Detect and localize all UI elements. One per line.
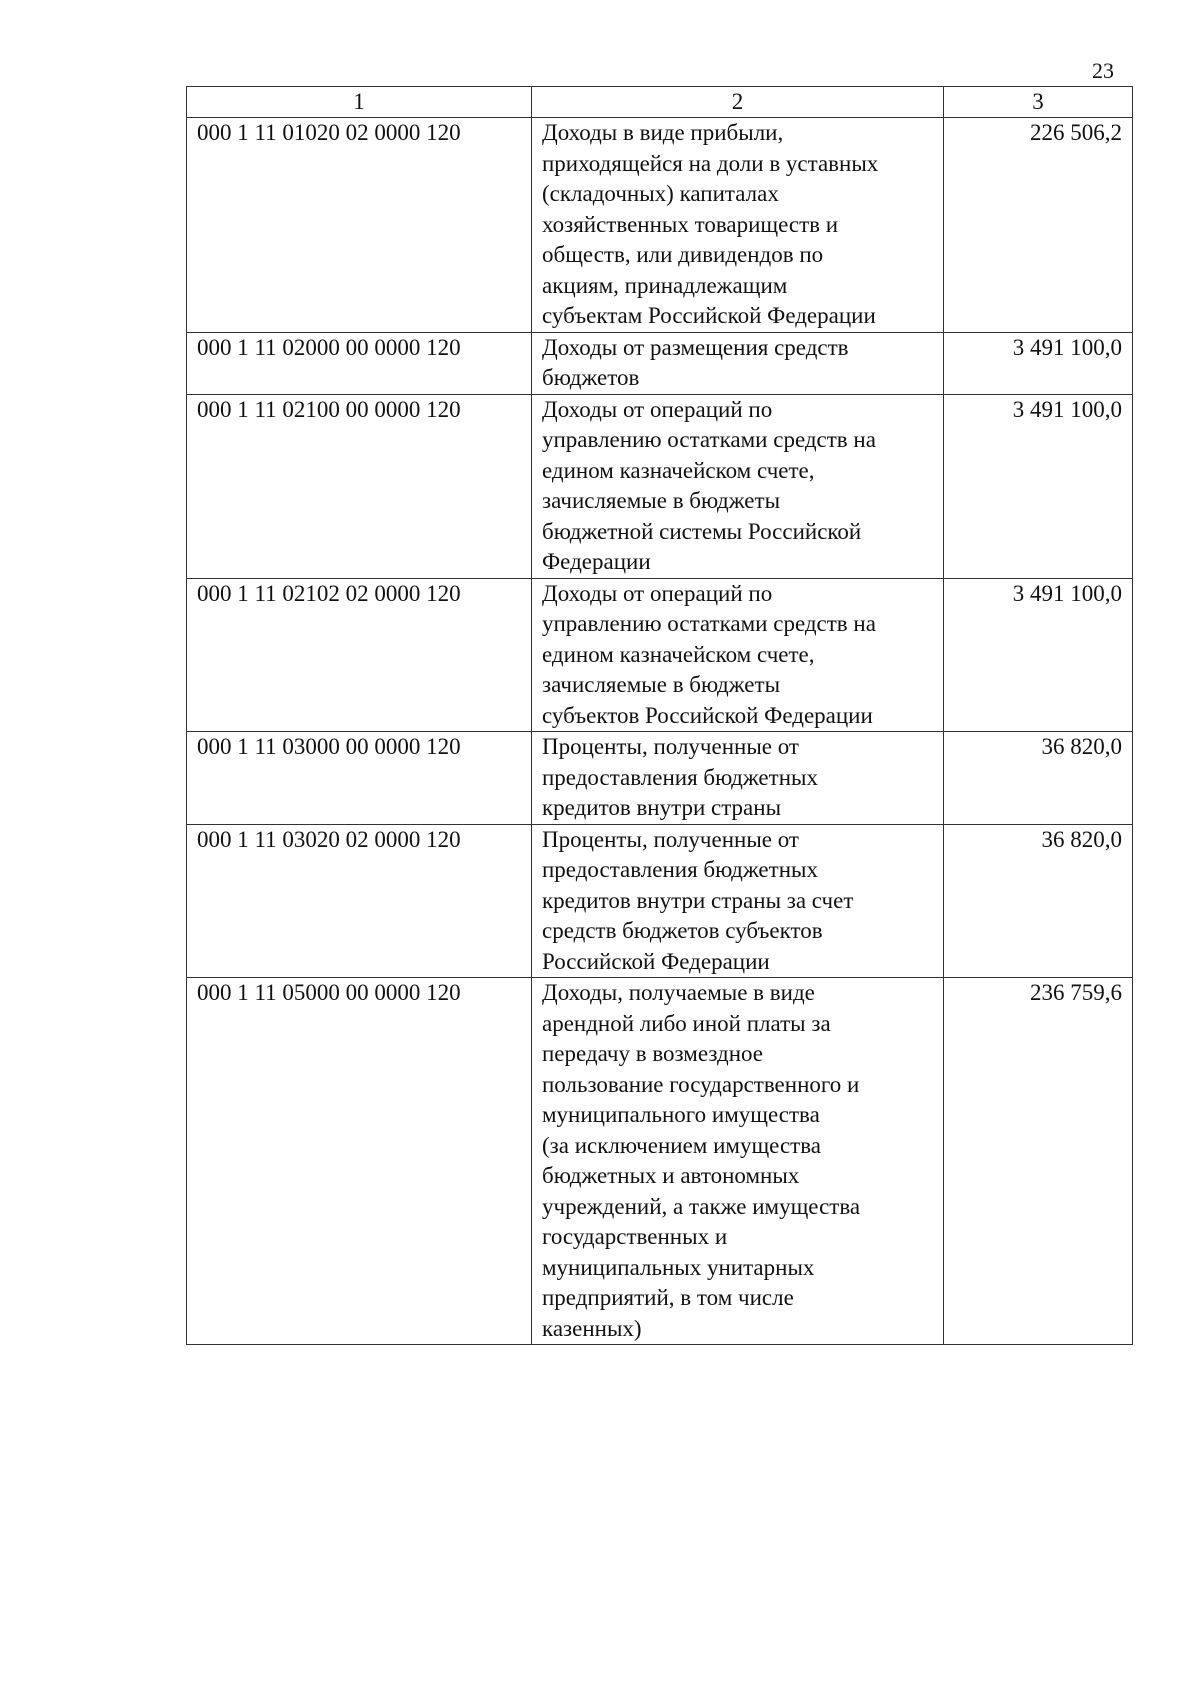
table-row [187,118,1133,333]
revenue-amount-cell: 36 820,0 [944,732,1133,825]
table-row [187,824,1133,978]
revenue-description-cell: Доходы в виде прибыли, приходящейся на доли в уставных (складочных) капиталах хозяйственных товариществ и обществ, или дивидендов по акциям, принадлежащим субъектам Российской Федерации [532,118,944,333]
revenue-description-cell: Проценты, полученные от предоставления бюджетных кредитов внутри страны за счет средств бюджетов субъектов Российской Федерации [532,824,944,978]
revenue-description-cell: Проценты, полученные от предоставления бюджетных кредитов внутри страны [532,732,944,825]
revenue-description-cell: Доходы, получаемые в виде арендной либо иной платы за передачу в возмездное пользование государственного и муниципального имущества (за исключением имущества бюджетных и автономных учреждений, а также имущества государственных и муниципальных унитарных предприятий, в том числе казенных) [532,978,944,1345]
revenue-amount-cell: 3 491 100,0 [944,394,1133,578]
column-header-amount: 3 [944,87,1133,118]
page-number: 23 [1092,58,1114,83]
revenue-code-cell: 000 1 11 02000 00 0000 120 [187,332,532,394]
revenue-code-cell: 000 1 11 03000 00 0000 120 [187,732,532,825]
table-row [187,332,1133,394]
revenue-code-cell: 000 1 11 05000 00 0000 120 [187,978,532,1345]
table-row [187,732,1133,825]
revenue-description-cell: Доходы от операций по управлению остатками средств на едином казначейском счете, зачисляемые в бюджеты бюджетной системы Российской Федерации [532,394,944,578]
revenue-amount-cell: 3 491 100,0 [944,332,1133,394]
revenue-code-cell: 000 1 11 02102 02 0000 120 [187,578,532,732]
table-row [187,578,1133,732]
revenue-amount-cell: 236 759,6 [944,978,1133,1345]
revenue-description-cell: Доходы от операций по управлению остатками средств на едином казначейском счете, зачисляемые в бюджеты субъектов Российской Федерации [532,578,944,732]
revenue-amount-cell: 226 506,2 [944,118,1133,333]
revenue-amount-cell: 36 820,0 [944,824,1133,978]
revenue-code-cell: 000 1 11 01020 02 0000 120 [187,118,532,333]
table-row [187,978,1133,1345]
table-header-row [187,87,1133,118]
column-header-code: 1 [187,87,532,118]
column-header-description: 2 [532,87,944,118]
revenue-amount-cell: 3 491 100,0 [944,578,1133,732]
table-row [187,394,1133,578]
revenue-code-cell: 000 1 11 02100 00 0000 120 [187,394,532,578]
revenue-description-cell: Доходы от размещения средств бюджетов [532,332,944,394]
revenue-table [186,86,1133,1345]
revenue-code-cell: 000 1 11 03020 02 0000 120 [187,824,532,978]
